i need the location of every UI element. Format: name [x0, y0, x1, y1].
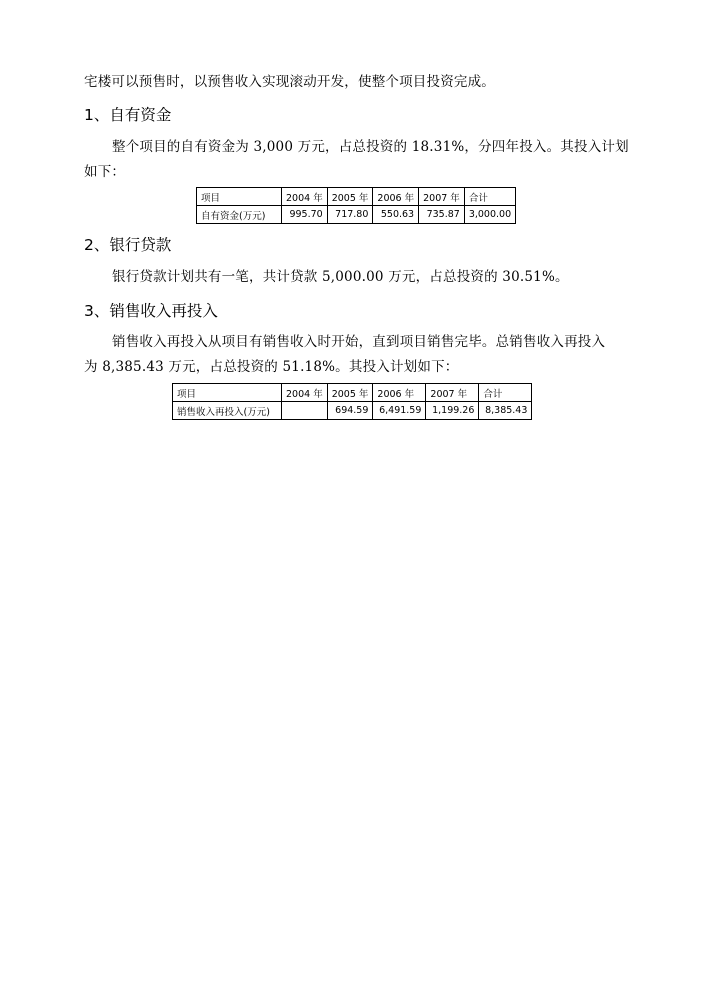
own-funds-paragraph-line1: 整个项目的自有资金为 3,000 万元，占总投资的 18.31%，分四年投入。其投入计划 [112, 139, 629, 155]
table-cell: 735.87 [419, 206, 465, 224]
table-header-cell: 合计 [464, 188, 515, 206]
table-header-cell: 2007 年 [419, 188, 465, 206]
sales-reinvest-paragraph-line2: 为 8,385.43 万元，占总投资的 51.18%。其投入计划如下： [84, 359, 459, 375]
sales-reinvest-table [172, 383, 532, 420]
intro-text: 宅楼可以预售时，以预售收入实现滚动开发，使整个项目投资完成。 [84, 74, 495, 90]
table-cell: 8,385.43 [479, 402, 532, 420]
table-row [173, 402, 532, 420]
table-cell: 1,199.26 [426, 402, 479, 420]
table-cell: 3,000.00 [464, 206, 515, 224]
section-heading-sales-reinvest: 3、销售收入再投入 [84, 302, 218, 320]
table-header-cell: 2004 年 [282, 384, 328, 402]
table-header-cell: 项目 [197, 188, 282, 206]
table-cell: 694.59 [327, 402, 373, 420]
table-row [197, 206, 516, 224]
table-header-row [197, 188, 516, 206]
bank-loan-paragraph: 银行贷款计划共有一笔，共计贷款 5,000.00 万元，占总投资的 30.51%。 [112, 269, 569, 285]
sales-reinvest-paragraph-line1: 销售收入再投入从项目有销售收入时开始，直到项目销售完毕。总销售收入再投入 [112, 334, 606, 350]
table-cell: 550.63 [373, 206, 419, 224]
table-header-cell: 2007 年 [426, 384, 479, 402]
table-cell: 销售收入再投入(万元) [173, 402, 282, 420]
table-header-cell: 2006 年 [373, 384, 426, 402]
table-header-cell: 2004 年 [282, 188, 328, 206]
table-header-cell: 2005 年 [327, 384, 373, 402]
table-cell: 995.70 [282, 206, 328, 224]
table-cell: 6,491.59 [373, 402, 426, 420]
section-heading-bank-loan: 2、银行贷款 [84, 236, 172, 254]
table-header-cell: 2005 年 [327, 188, 373, 206]
section-heading-own-funds: 1、自有资金 [84, 106, 172, 124]
own-funds-paragraph-line2: 如下： [84, 164, 126, 180]
table-header-cell: 2006 年 [373, 188, 419, 206]
table-cell: 自有资金(万元) [197, 206, 282, 224]
table-header-cell: 合计 [479, 384, 532, 402]
table-header-cell: 项目 [173, 384, 282, 402]
own-funds-table [196, 187, 516, 224]
table-header-row [173, 384, 532, 402]
table-cell: 717.80 [327, 206, 373, 224]
table-cell [282, 402, 328, 420]
